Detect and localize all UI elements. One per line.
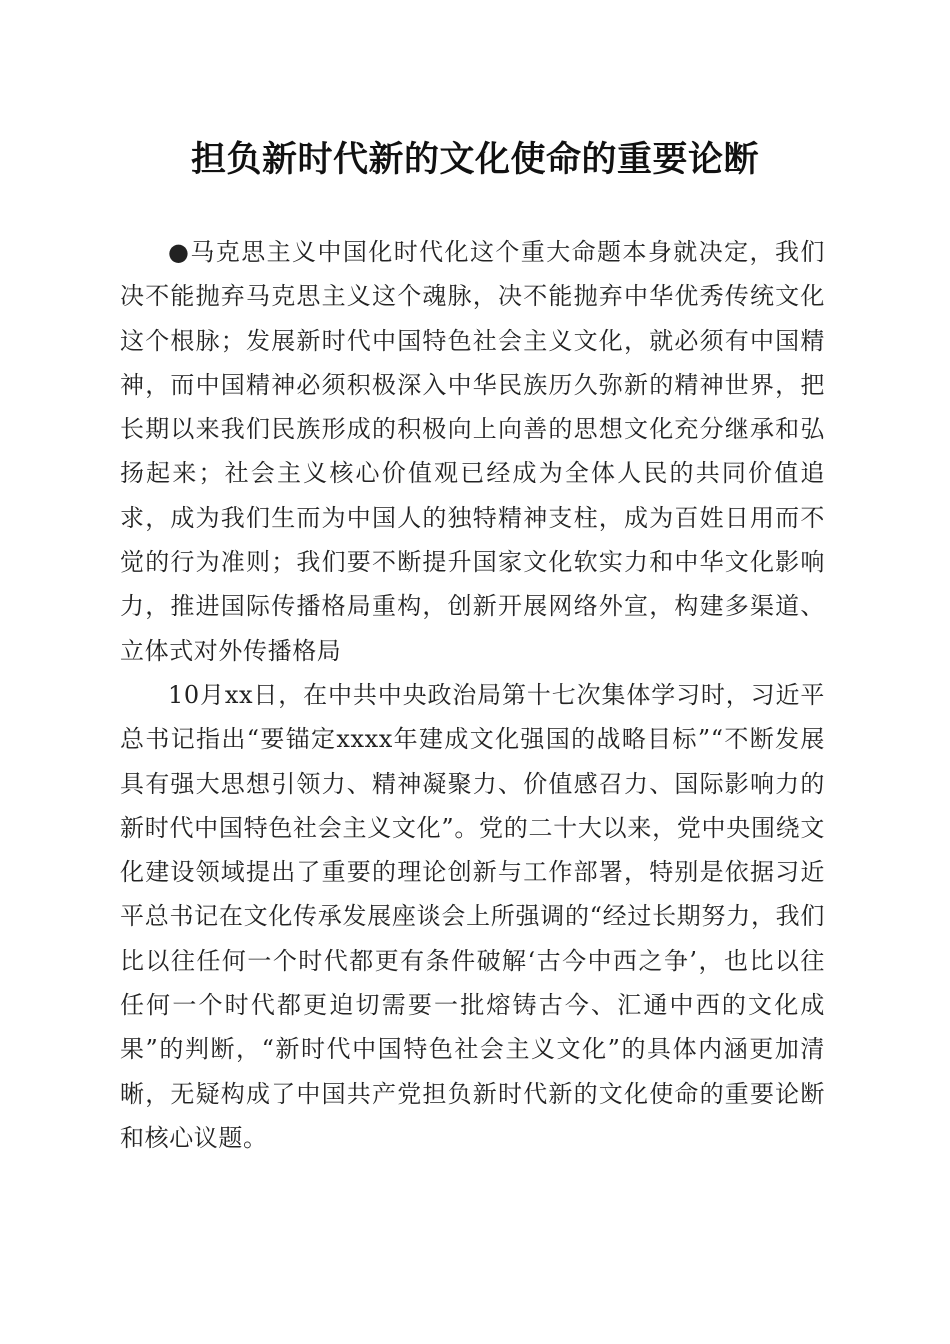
paragraph-summary: ●马克思主义中国化时代化这个重大命题本身就决定，我们决不能抛弃马克思主义这个魂脉，决不能抛弃中华优秀传统文化这个根脉；发展新时代中国特色社会主义文化，就必须有中国精神，而中国精神必须积极深入中华民族历久弥新的精神世界，把长期以来我们民族形成的积极向上向善的思想文化充分继承和弘扬起来；社会主义核心价值观已经成为全体人民的共同价值追求，成为我们生而为中国人的独特精神支柱，成为百姓日用而不觉的行为准则；我们要不断提升国家文化软实力和中华文化影响力，推进国际传播格局重构，创新开展网络外宣，构建多渠道、立体式对外传播格局 xyxy=(120,238,825,665)
paragraph-main: 10月xx日，在中共中央政治局第十七次集体学习时，习近平总书记指出“要锚定xxxx年建成文化强国的战略目标”“不断发展具有强大思想引领力、精神凝聚力、价值感召力、国际影响力的新时代中国特色社会主义文化”。党的二十大以来，党中央围绕文化建设领域提出了重要的理论创新与工作部署，特别是依据习近平总书记在文化传承发展座谈会上所强调的“经过长期努力，我们比以往任何一个时代都更有条件破解‘古今中西之争’，也比以往任何一个时代都更迫切需要一批熔铸古今、汇通中西的文化成果”的判断，“新时代中国特色社会主义文化”的具体内涵更加清晰，无疑构成了中国共产党担负新时代新的文化使命的重要论断和核心议题。 xyxy=(120,680,825,1152)
page-title: 担负新时代新的文化使命的重要论断 xyxy=(190,139,759,180)
document-body xyxy=(120,230,825,1160)
